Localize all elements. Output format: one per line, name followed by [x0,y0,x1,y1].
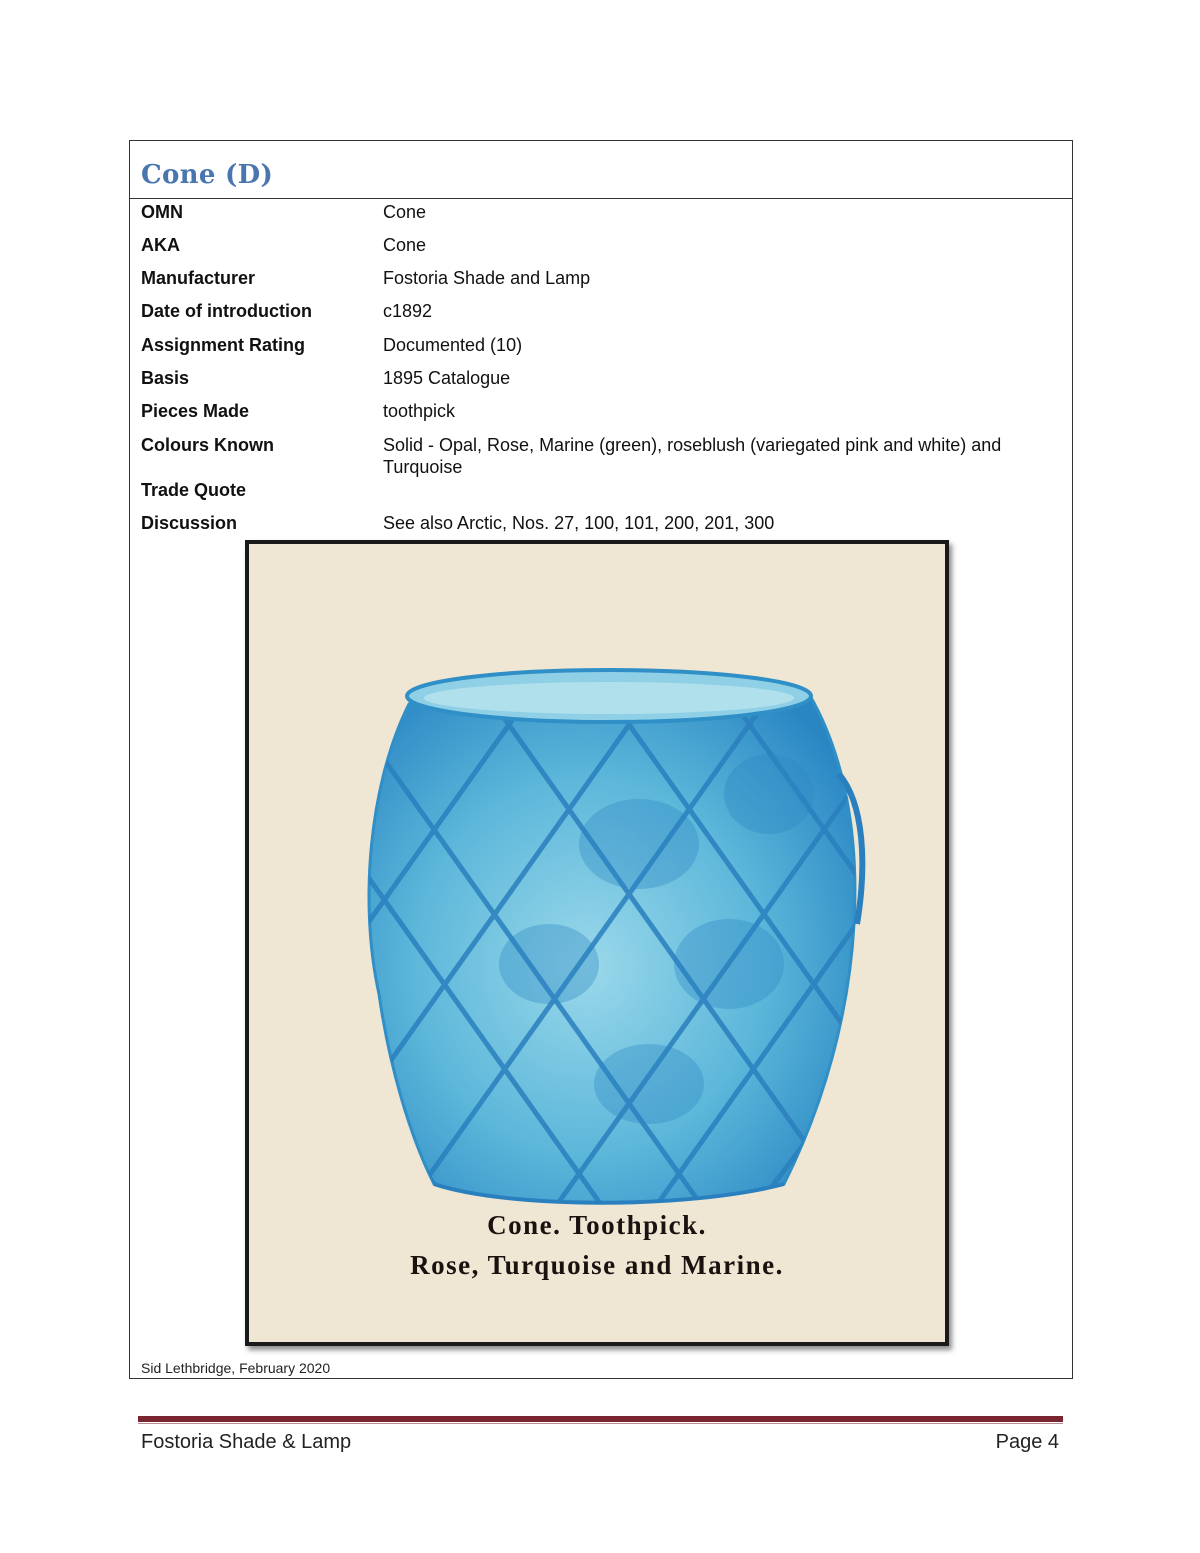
field-label: Date of introduction [141,301,312,321]
footer-divider-thin [138,1423,1063,1424]
page-title: Cone (D) [141,160,274,190]
field-label: Manufacturer [141,268,256,288]
catalogue-image [245,540,949,1346]
author-credit: Sid Lethbridge, February 2020 [141,1360,331,1376]
title-divider [129,198,1073,199]
field-value: See also Arctic, Nos. 27, 100, 101, 200, 201, 300 [383,513,775,533]
field-value: toothpick [383,401,456,421]
field-label: Basis [141,368,190,388]
field-value: 1895 Catalogue [383,368,511,388]
field-label: OMN [141,202,183,222]
field-label: AKA [141,235,180,255]
field-label: Pieces Made [141,401,250,421]
field-value: Cone [383,235,427,255]
image-caption-line2: Rose, Turquoise and Marine. [410,1250,784,1280]
footer-divider [138,1416,1063,1422]
page-number: Page 4 [995,1431,1059,1453]
field-value: Fostoria Shade and Lamp [383,268,591,288]
field-label: Colours Known [141,435,274,455]
field-label: Discussion [141,513,238,533]
field-value: c1892 [383,301,433,321]
field-label: Trade Quote [141,480,247,500]
field-value: Cone [383,202,427,222]
field-value: Solid - Opal, Rose, Marine (green), roseblush (variegated pink and white) and Turquoise [383,435,1002,477]
image-caption-line1: Cone. Toothpick. [487,1210,707,1240]
field-value: Documented (10) [383,335,523,355]
field-label: Assignment Rating [141,335,306,355]
footer-title: Fostoria Shade & Lamp [141,1431,352,1453]
